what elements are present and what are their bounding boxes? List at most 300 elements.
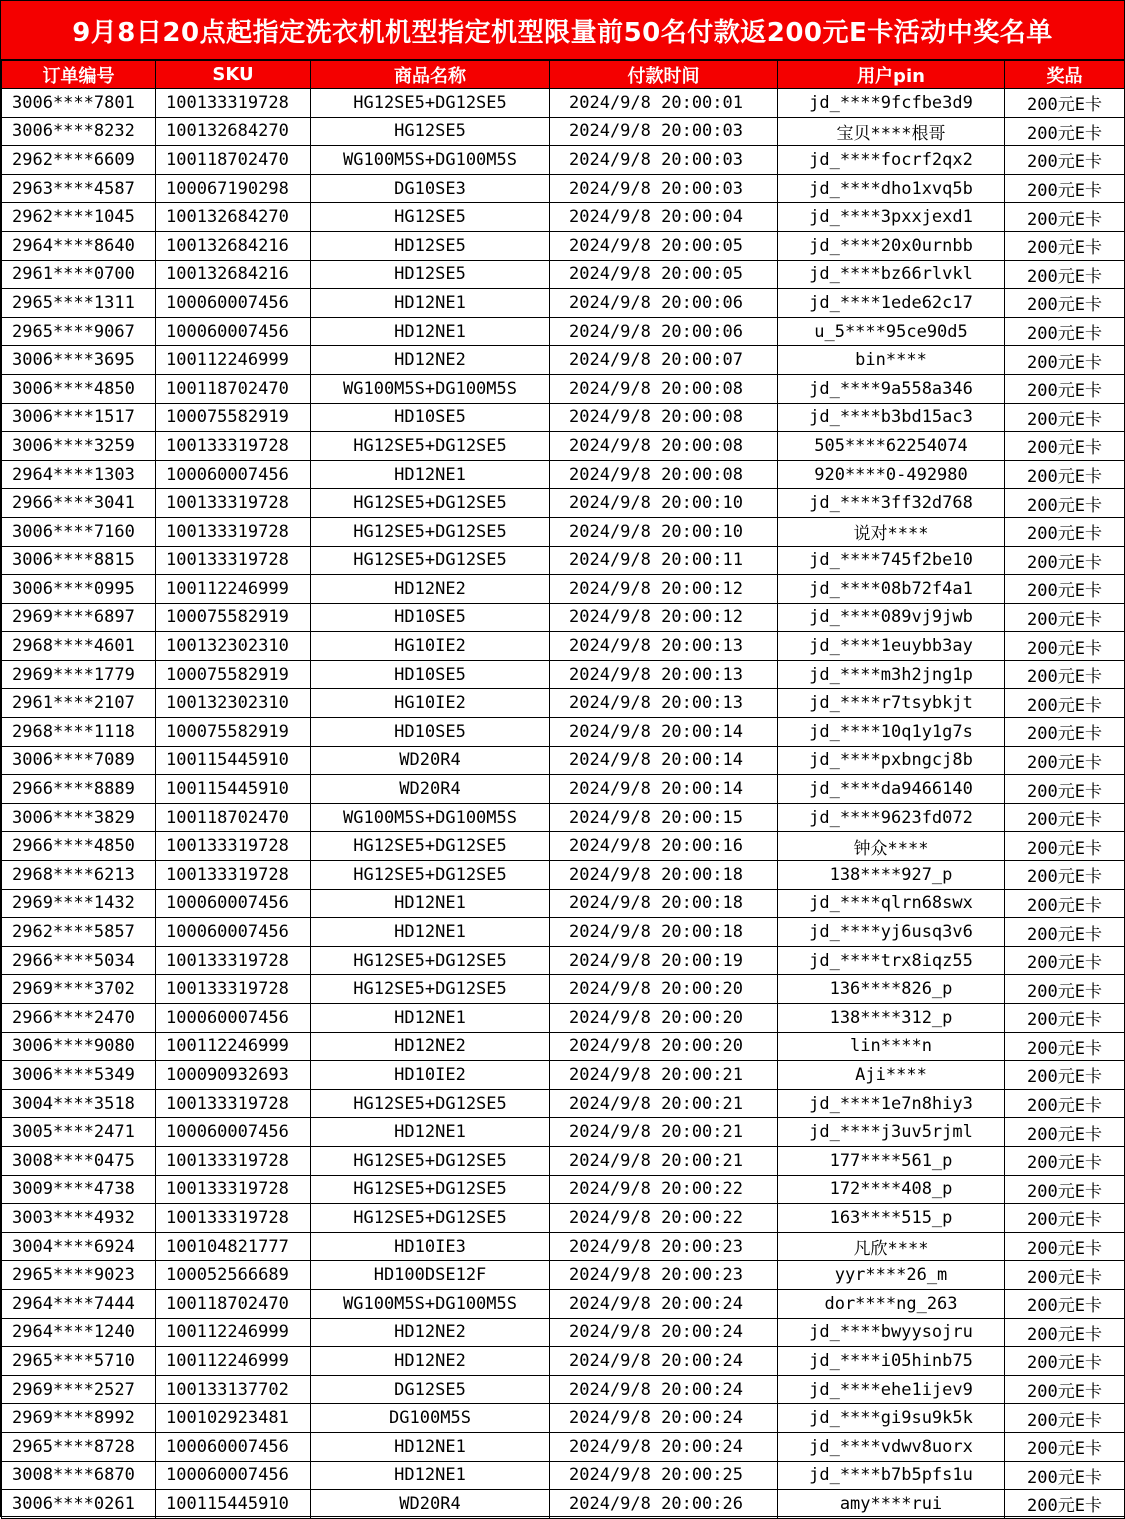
sku-cell: 100112246999 (156, 1347, 311, 1376)
table-row (2, 1204, 1125, 1233)
user-pin-cell: jd_****20x0urnbb (778, 231, 1005, 260)
sku-cell: 100133319728 (156, 89, 311, 118)
prize-cell: 200元E卡 (1005, 174, 1125, 203)
product-name-cell: HG12SE5 (311, 117, 550, 146)
prize-cell: 200元E卡 (1005, 718, 1125, 747)
user-pin-cell: 920****0-492980 (778, 460, 1005, 489)
prize-cell: 200元E卡 (1005, 203, 1125, 232)
sku-cell: 100060007456 (156, 289, 311, 318)
product-name-cell: HG12SE5+DG12SE5 (311, 975, 550, 1004)
user-pin-cell: 163****515_p (778, 1204, 1005, 1233)
sku-cell: 100075582919 (156, 718, 311, 747)
sku-cell: 100133319728 (156, 975, 311, 1004)
table-row (2, 689, 1125, 718)
sku-cell: 100052566689 (156, 1261, 311, 1290)
product-name-cell: HD12NE2 (311, 575, 550, 604)
table-row (2, 1261, 1125, 1290)
payment-time-cell: 2024/9/8 20:00:21 (550, 1061, 778, 1090)
order-number-cell: 3009****4738 (2, 1175, 156, 1204)
prize-cell: 200元E卡 (1005, 575, 1125, 604)
table-row (2, 517, 1125, 546)
table-row (2, 1004, 1125, 1033)
user-pin-cell: 钟众**** (778, 832, 1005, 861)
table-row (2, 889, 1125, 918)
product-name-cell: HD12NE2 (311, 1318, 550, 1347)
order-number-cell: 2964****1303 (2, 460, 156, 489)
product-name-cell: DG10SE3 (311, 174, 550, 203)
prize-cell: 200元E卡 (1005, 1375, 1125, 1404)
table-row (2, 775, 1125, 804)
sku-cell: 100112246999 (156, 575, 311, 604)
user-pin-cell: jd_****vdwv8uorx (778, 1432, 1005, 1461)
user-pin-cell: jd_****yj6usq3v6 (778, 918, 1005, 947)
payment-time-cell: 2024/9/8 20:00:16 (550, 832, 778, 861)
payment-time-cell: 2024/9/8 20:00:13 (550, 660, 778, 689)
prize-cell: 200元E卡 (1005, 260, 1125, 289)
user-pin-cell: jd_****1euybb3ay (778, 632, 1005, 661)
prize-cell: 200元E卡 (1005, 289, 1125, 318)
order-number-cell: 2966****8889 (2, 775, 156, 804)
table-row (2, 289, 1125, 318)
order-number-cell: 3004****6924 (2, 1232, 156, 1261)
user-pin-cell: jd_****trx8iqz55 (778, 946, 1005, 975)
sku-cell: 100075582919 (156, 603, 311, 632)
order-number-cell: 2968****6213 (2, 861, 156, 890)
table-row (2, 1089, 1125, 1118)
header-sku: SKU (156, 61, 311, 89)
sheet-title: 9月8日20点起指定洗衣机机型指定机型限量前50名付款返200元E卡活动中奖名单 (1, 1, 1124, 60)
sku-cell: 100133319728 (156, 546, 311, 575)
table-row (2, 489, 1125, 518)
prize-cell: 200元E卡 (1005, 775, 1125, 804)
payment-time-cell: 2024/9/8 20:00:22 (550, 1175, 778, 1204)
sku-cell: 100118702470 (156, 803, 311, 832)
order-number-cell: 2966****5034 (2, 946, 156, 975)
payment-time-cell: 2024/9/8 20:00:24 (550, 1289, 778, 1318)
sku-cell: 100132684270 (156, 203, 311, 232)
prize-cell: 200元E卡 (1005, 460, 1125, 489)
product-name-cell: HD12NE1 (311, 317, 550, 346)
payment-time-cell: 2024/9/8 20:00:15 (550, 803, 778, 832)
table-row (2, 1432, 1125, 1461)
user-pin-cell: jd_****da9466140 (778, 775, 1005, 804)
payment-time-cell: 2024/9/8 20:00:14 (550, 746, 778, 775)
product-name-cell: WG100M5S+DG100M5S (311, 1289, 550, 1318)
prize-cell: 200元E卡 (1005, 1318, 1125, 1347)
payment-time-cell: 2024/9/8 20:00:20 (550, 975, 778, 1004)
prize-cell: 200元E卡 (1005, 1404, 1125, 1433)
product-name-cell: HD12NE1 (311, 289, 550, 318)
order-number-cell: 2962****6609 (2, 146, 156, 175)
table-row (2, 918, 1125, 947)
user-pin-cell: 说对**** (778, 517, 1005, 546)
sku-cell: 100118702470 (156, 1289, 311, 1318)
product-name-cell: HD10IE2 (311, 1061, 550, 1090)
table-row (2, 861, 1125, 890)
product-name-cell: HD12NE1 (311, 889, 550, 918)
user-pin-cell: 宝贝****根哥 (778, 117, 1005, 146)
user-pin-cell: 凡欣**** (778, 1232, 1005, 1261)
payment-time-cell: 2024/9/8 20:00:20 (550, 1032, 778, 1061)
prize-cell: 200元E卡 (1005, 89, 1125, 118)
order-number-cell: 2965****5710 (2, 1347, 156, 1376)
winners-table (1, 60, 1125, 1519)
payment-time-cell: 2024/9/8 20:00:19 (550, 946, 778, 975)
prize-cell: 200元E卡 (1005, 632, 1125, 661)
product-name-cell: HG12SE5+DG12SE5 (311, 489, 550, 518)
prize-cell: 200元E卡 (1005, 1061, 1125, 1090)
table-row (2, 231, 1125, 260)
payment-time-cell: 2024/9/8 20:00:22 (550, 1204, 778, 1233)
prize-cell: 200元E卡 (1005, 489, 1125, 518)
order-number-cell: 2969****1432 (2, 889, 156, 918)
product-name-cell: HD10SE5 (311, 660, 550, 689)
sku-cell: 100115445910 (156, 1490, 311, 1519)
table-row (2, 174, 1125, 203)
payment-time-cell: 2024/9/8 20:00:08 (550, 432, 778, 461)
product-name-cell: HD12NE1 (311, 918, 550, 947)
user-pin-cell: jd_****gi9su9k5k (778, 1404, 1005, 1433)
sku-cell: 100133319728 (156, 946, 311, 975)
user-pin-cell: jd_****pxbngcj8b (778, 746, 1005, 775)
user-pin-cell: 505****62254074 (778, 432, 1005, 461)
sku-cell: 100060007456 (156, 460, 311, 489)
payment-time-cell: 2024/9/8 20:00:08 (550, 403, 778, 432)
prize-cell: 200元E卡 (1005, 1032, 1125, 1061)
user-pin-cell: jd_****745f2be10 (778, 546, 1005, 575)
user-pin-cell: lin****n (778, 1032, 1005, 1061)
sku-cell: 100104821777 (156, 1232, 311, 1261)
user-pin-cell: amy****rui (778, 1490, 1005, 1519)
header-order-number: 订单编号 (2, 61, 156, 89)
prize-cell: 200元E卡 (1005, 117, 1125, 146)
user-pin-cell: u_5****95ce90d5 (778, 317, 1005, 346)
payment-time-cell: 2024/9/8 20:00:24 (550, 1375, 778, 1404)
table-row (2, 146, 1125, 175)
user-pin-cell: jd_****b7b5pfs1u (778, 1461, 1005, 1490)
order-number-cell: 3006****7801 (2, 89, 156, 118)
payment-time-cell: 2024/9/8 20:00:06 (550, 317, 778, 346)
product-name-cell: HG12SE5+DG12SE5 (311, 546, 550, 575)
sku-cell: 100060007456 (156, 918, 311, 947)
table-row (2, 1404, 1125, 1433)
table-row (2, 460, 1125, 489)
sku-cell: 100060007456 (156, 317, 311, 346)
sku-cell: 100102923481 (156, 1404, 311, 1433)
sku-cell: 100112246999 (156, 1318, 311, 1347)
payment-time-cell: 2024/9/8 20:00:21 (550, 1118, 778, 1147)
payment-time-cell: 2024/9/8 20:00:03 (550, 146, 778, 175)
payment-time-cell: 2024/9/8 20:00:18 (550, 889, 778, 918)
prize-cell: 200元E卡 (1005, 403, 1125, 432)
prize-cell: 200元E卡 (1005, 1347, 1125, 1376)
sku-cell: 100115445910 (156, 746, 311, 775)
payment-time-cell: 2024/9/8 20:00:13 (550, 689, 778, 718)
user-pin-cell: jd_****1e7n8hiy3 (778, 1089, 1005, 1118)
product-name-cell: HD10SE5 (311, 603, 550, 632)
order-number-cell: 2969****3702 (2, 975, 156, 1004)
product-name-cell: HD10IE3 (311, 1232, 550, 1261)
payment-time-cell: 2024/9/8 20:00:10 (550, 517, 778, 546)
prize-cell: 200元E卡 (1005, 546, 1125, 575)
user-pin-cell: jd_****m3h2jng1p (778, 660, 1005, 689)
payment-time-cell: 2024/9/8 20:00:07 (550, 346, 778, 375)
table-row (2, 1175, 1125, 1204)
header-user-pin: 用户pin (778, 61, 1005, 89)
sku-cell: 100060007456 (156, 1432, 311, 1461)
table-row (2, 946, 1125, 975)
product-name-cell: HG10IE2 (311, 632, 550, 661)
prize-cell: 200元E卡 (1005, 1004, 1125, 1033)
order-number-cell: 2969****2527 (2, 1375, 156, 1404)
prize-cell: 200元E卡 (1005, 660, 1125, 689)
user-pin-cell: 172****408_p (778, 1175, 1005, 1204)
user-pin-cell: Aji**** (778, 1061, 1005, 1090)
table-row (2, 832, 1125, 861)
user-pin-cell: jd_****9a558a346 (778, 374, 1005, 403)
payment-time-cell: 2024/9/8 20:00:23 (550, 1232, 778, 1261)
prize-cell: 200元E卡 (1005, 1089, 1125, 1118)
sku-cell: 100060007456 (156, 1461, 311, 1490)
product-name-cell: HD12NE1 (311, 1461, 550, 1490)
table-row (2, 1118, 1125, 1147)
payment-time-cell: 2024/9/8 20:00:13 (550, 632, 778, 661)
user-pin-cell: dor****ng_263 (778, 1289, 1005, 1318)
prize-cell: 200元E卡 (1005, 918, 1125, 947)
product-name-cell: DG100M5S (311, 1404, 550, 1433)
prize-cell: 200元E卡 (1005, 1204, 1125, 1233)
prize-cell: 200元E卡 (1005, 432, 1125, 461)
sku-cell: 100075582919 (156, 660, 311, 689)
payment-time-cell: 2024/9/8 20:00:21 (550, 1146, 778, 1175)
sku-cell: 100112246999 (156, 1032, 311, 1061)
user-pin-cell: 136****826_p (778, 975, 1005, 1004)
prize-cell: 200元E卡 (1005, 1432, 1125, 1461)
order-number-cell: 3006****0995 (2, 575, 156, 604)
prize-cell: 200元E卡 (1005, 374, 1125, 403)
user-pin-cell: jd_****j3uv5rjml (778, 1118, 1005, 1147)
sku-cell: 100067190298 (156, 174, 311, 203)
payment-time-cell: 2024/9/8 20:00:23 (550, 1261, 778, 1290)
prize-cell: 200元E卡 (1005, 1461, 1125, 1490)
payment-time-cell: 2024/9/8 20:00:03 (550, 174, 778, 203)
product-name-cell: DG12SE5 (311, 1375, 550, 1404)
table-row (2, 1375, 1125, 1404)
header-prize: 奖品 (1005, 61, 1125, 89)
product-name-cell: HD100DSE12F (311, 1261, 550, 1290)
prize-cell: 200元E卡 (1005, 1175, 1125, 1204)
sku-cell: 100075582919 (156, 403, 311, 432)
prize-cell: 200元E卡 (1005, 517, 1125, 546)
order-number-cell: 2969****6897 (2, 603, 156, 632)
table-row (2, 975, 1125, 1004)
sku-cell: 100132684270 (156, 117, 311, 146)
product-name-cell: WG100M5S+DG100M5S (311, 146, 550, 175)
product-name-cell: HG12SE5+DG12SE5 (311, 432, 550, 461)
table-row (2, 403, 1125, 432)
prize-cell: 200元E卡 (1005, 317, 1125, 346)
user-pin-cell: bin**** (778, 346, 1005, 375)
sku-cell: 100133319728 (156, 489, 311, 518)
order-number-cell: 2966****3041 (2, 489, 156, 518)
order-number-cell: 2966****2470 (2, 1004, 156, 1033)
product-name-cell: HD12NE2 (311, 1347, 550, 1376)
prize-cell: 200元E卡 (1005, 346, 1125, 375)
order-number-cell: 3008****0475 (2, 1146, 156, 1175)
payment-time-cell: 2024/9/8 20:00:24 (550, 1318, 778, 1347)
table-row (2, 1232, 1125, 1261)
sku-cell: 100112246999 (156, 346, 311, 375)
order-number-cell: 2969****1779 (2, 660, 156, 689)
sku-cell: 100133319728 (156, 517, 311, 546)
payment-time-cell: 2024/9/8 20:00:21 (550, 1089, 778, 1118)
sku-cell: 100060007456 (156, 1004, 311, 1033)
order-number-cell: 2965****9067 (2, 317, 156, 346)
order-number-cell: 2969****8992 (2, 1404, 156, 1433)
product-name-cell: HG12SE5+DG12SE5 (311, 1175, 550, 1204)
table-row (2, 1061, 1125, 1090)
order-number-cell: 2966****4850 (2, 832, 156, 861)
order-number-cell: 3006****1517 (2, 403, 156, 432)
product-name-cell: HD10SE5 (311, 718, 550, 747)
user-pin-cell: 138****927_p (778, 861, 1005, 890)
sku-cell: 100132684216 (156, 260, 311, 289)
product-name-cell: WD20R4 (311, 775, 550, 804)
sku-cell: 100133319728 (156, 432, 311, 461)
table-row (2, 432, 1125, 461)
payment-time-cell: 2024/9/8 20:00:01 (550, 89, 778, 118)
product-name-cell: HG12SE5+DG12SE5 (311, 1146, 550, 1175)
table-row (2, 374, 1125, 403)
order-number-cell: 2965****9023 (2, 1261, 156, 1290)
table-row (2, 260, 1125, 289)
sku-cell: 100132684216 (156, 231, 311, 260)
prize-cell: 200元E卡 (1005, 946, 1125, 975)
product-name-cell: HG12SE5+DG12SE5 (311, 1204, 550, 1233)
order-number-cell: 2962****1045 (2, 203, 156, 232)
user-pin-cell: jd_****focrf2qx2 (778, 146, 1005, 175)
payment-time-cell: 2024/9/8 20:00:03 (550, 117, 778, 146)
prize-cell: 200元E卡 (1005, 1232, 1125, 1261)
user-pin-cell: jd_****qlrn68swx (778, 889, 1005, 918)
order-number-cell: 3006****7089 (2, 746, 156, 775)
order-number-cell: 3006****7160 (2, 517, 156, 546)
user-pin-cell: jd_****bz66rlvkl (778, 260, 1005, 289)
table-row (2, 1347, 1125, 1376)
product-name-cell: WG100M5S+DG100M5S (311, 803, 550, 832)
order-number-cell: 3006****3259 (2, 432, 156, 461)
payment-time-cell: 2024/9/8 20:00:12 (550, 603, 778, 632)
product-name-cell: HG12SE5+DG12SE5 (311, 946, 550, 975)
prize-cell: 200元E卡 (1005, 746, 1125, 775)
order-number-cell: 2965****1311 (2, 289, 156, 318)
prize-cell: 200元E卡 (1005, 832, 1125, 861)
table-row (2, 1032, 1125, 1061)
user-pin-cell: jd_****r7tsybkjt (778, 689, 1005, 718)
user-pin-cell: jd_****3ff32d768 (778, 489, 1005, 518)
sku-cell: 100133319728 (156, 1204, 311, 1233)
payment-time-cell: 2024/9/8 20:00:12 (550, 575, 778, 604)
table-header-row (2, 61, 1125, 89)
prize-cell: 200元E卡 (1005, 1261, 1125, 1290)
order-number-cell: 2968****1118 (2, 718, 156, 747)
table-row (2, 117, 1125, 146)
prize-cell: 200元E卡 (1005, 1118, 1125, 1147)
product-name-cell: HG12SE5+DG12SE5 (311, 832, 550, 861)
table-row (2, 746, 1125, 775)
table-row (2, 1490, 1125, 1519)
order-number-cell: 3006****4850 (2, 374, 156, 403)
table-row (2, 346, 1125, 375)
sku-cell: 100060007456 (156, 889, 311, 918)
payment-time-cell: 2024/9/8 20:00:18 (550, 861, 778, 890)
order-number-cell: 2964****1240 (2, 1318, 156, 1347)
order-number-cell: 3003****4932 (2, 1204, 156, 1233)
order-number-cell: 3005****2471 (2, 1118, 156, 1147)
table-row (2, 1461, 1125, 1490)
sku-cell: 100133319728 (156, 1146, 311, 1175)
prize-cell: 200元E卡 (1005, 861, 1125, 890)
payment-time-cell: 2024/9/8 20:00:24 (550, 1432, 778, 1461)
prize-cell: 200元E卡 (1005, 689, 1125, 718)
user-pin-cell: 177****561_p (778, 1146, 1005, 1175)
payment-time-cell: 2024/9/8 20:00:20 (550, 1004, 778, 1033)
payment-time-cell: 2024/9/8 20:00:14 (550, 718, 778, 747)
product-name-cell: HD12NE2 (311, 346, 550, 375)
payment-time-cell: 2024/9/8 20:00:10 (550, 489, 778, 518)
sku-cell: 100133319728 (156, 861, 311, 890)
prize-cell: 200元E卡 (1005, 889, 1125, 918)
sku-cell: 100115445910 (156, 775, 311, 804)
table-row (2, 317, 1125, 346)
table-row (2, 1318, 1125, 1347)
product-name-cell: HG12SE5 (311, 203, 550, 232)
product-name-cell: HD12SE5 (311, 260, 550, 289)
prize-cell: 200元E卡 (1005, 603, 1125, 632)
sku-cell: 100090932693 (156, 1061, 311, 1090)
payment-time-cell: 2024/9/8 20:00:06 (550, 289, 778, 318)
user-pin-cell: jd_****9fcfbe3d9 (778, 89, 1005, 118)
user-pin-cell: jd_****1ede62c17 (778, 289, 1005, 318)
order-number-cell: 3006****3695 (2, 346, 156, 375)
product-name-cell: HD12NE2 (311, 1032, 550, 1061)
user-pin-cell: jd_****i05hinb75 (778, 1347, 1005, 1376)
product-name-cell: HG12SE5+DG12SE5 (311, 517, 550, 546)
product-name-cell: HD12SE5 (311, 231, 550, 260)
payment-time-cell: 2024/9/8 20:00:05 (550, 231, 778, 260)
table-row (2, 603, 1125, 632)
payment-time-cell: 2024/9/8 20:00:05 (550, 260, 778, 289)
table-row (2, 803, 1125, 832)
order-number-cell: 3006****8232 (2, 117, 156, 146)
order-number-cell: 3006****3829 (2, 803, 156, 832)
order-number-cell: 2968****4601 (2, 632, 156, 661)
order-number-cell: 2964****7444 (2, 1289, 156, 1318)
payment-time-cell: 2024/9/8 20:00:24 (550, 1347, 778, 1376)
sku-cell: 100132302310 (156, 632, 311, 661)
user-pin-cell: jd_****089vj9jwb (778, 603, 1005, 632)
payment-time-cell: 2024/9/8 20:00:14 (550, 775, 778, 804)
product-name-cell: HD12NE1 (311, 1004, 550, 1033)
table-row (2, 660, 1125, 689)
product-name-cell: HD12NE1 (311, 1118, 550, 1147)
product-name-cell: HG12SE5+DG12SE5 (311, 861, 550, 890)
prize-cell: 200元E卡 (1005, 975, 1125, 1004)
payment-time-cell: 2024/9/8 20:00:25 (550, 1461, 778, 1490)
order-number-cell: 2964****8640 (2, 231, 156, 260)
user-pin-cell: yyr****26_m (778, 1261, 1005, 1290)
sku-cell: 100133319728 (156, 1089, 311, 1118)
